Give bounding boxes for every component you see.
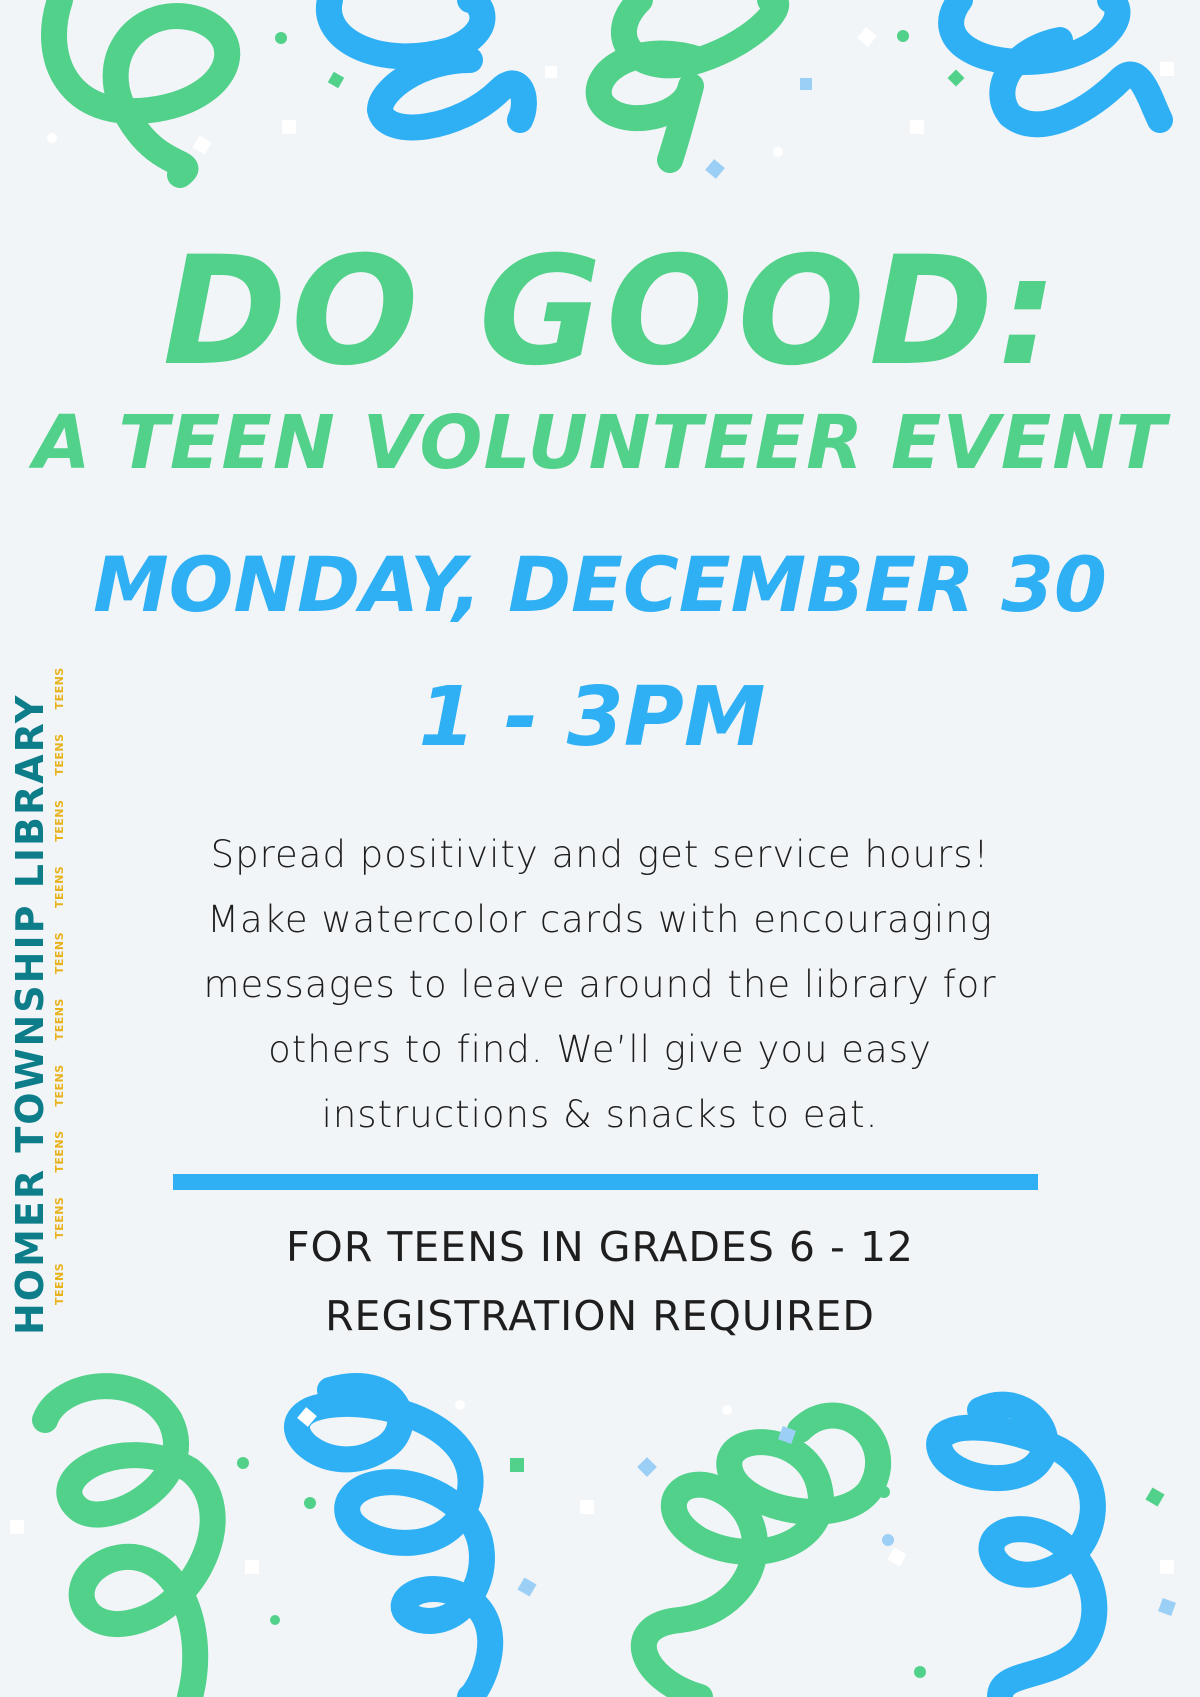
blue-ribbon-swirl: [939, 1405, 1094, 1697]
divider-line: [173, 1174, 1038, 1190]
event-title: DO GOOD:: [162, 225, 1062, 399]
teens-tag: TEENS: [53, 733, 66, 776]
event-time: 1 - 3PM: [418, 670, 766, 765]
teens-tag: TEENS: [53, 865, 66, 908]
teens-tag: TEENS: [53, 667, 66, 710]
teens-tag: TEENS: [53, 931, 66, 975]
teens-tag: TEENS: [53, 1130, 66, 1173]
description-line: instructions & snacks to eat.: [321, 1093, 879, 1136]
registration-note: REGISTRATION REQUIRED: [325, 1292, 875, 1340]
event-subtitle: A TEEN VOLUNTEER EVENT: [33, 400, 1167, 486]
description-line: others to find. We’ll give you easy: [268, 1028, 932, 1071]
teens-tag-row: [53, 667, 66, 1305]
blue-ribbon-swirl: [329, 0, 524, 127]
audience-note: FOR TEENS IN GRADES 6 - 12: [285, 1223, 915, 1271]
confetti-decoration-top: [0, 0, 1200, 200]
teens-tag: TEENS: [53, 998, 66, 1041]
description-line: Spread positivity and get service hours!: [210, 833, 990, 876]
description-line: Make watercolor cards with encouraging: [207, 898, 993, 941]
teens-tag: TEENS: [53, 1196, 66, 1239]
green-ribbon-swirl: [644, 1415, 878, 1697]
library-name: HOMER TOWNSHIP LIBRARY: [8, 693, 52, 1335]
green-ribbon-swirl: [45, 1386, 213, 1697]
blue-ribbon-swirl: [951, 0, 1160, 124]
green-ribbon-swirl: [599, 0, 776, 160]
teens-tag: TEENS: [53, 1064, 66, 1107]
event-date: MONDAY, DECEMBER 30: [93, 540, 1107, 629]
blue-ribbon-swirl: [297, 1386, 490, 1697]
description-line: messages to leave around the library for: [203, 963, 997, 1006]
teens-tag: TEENS: [53, 1262, 66, 1305]
teens-tag: TEENS: [53, 799, 66, 842]
library-logo: [8, 667, 68, 1335]
event-description: [150, 822, 1050, 1147]
confetti-decoration-bottom: [0, 1370, 1200, 1697]
